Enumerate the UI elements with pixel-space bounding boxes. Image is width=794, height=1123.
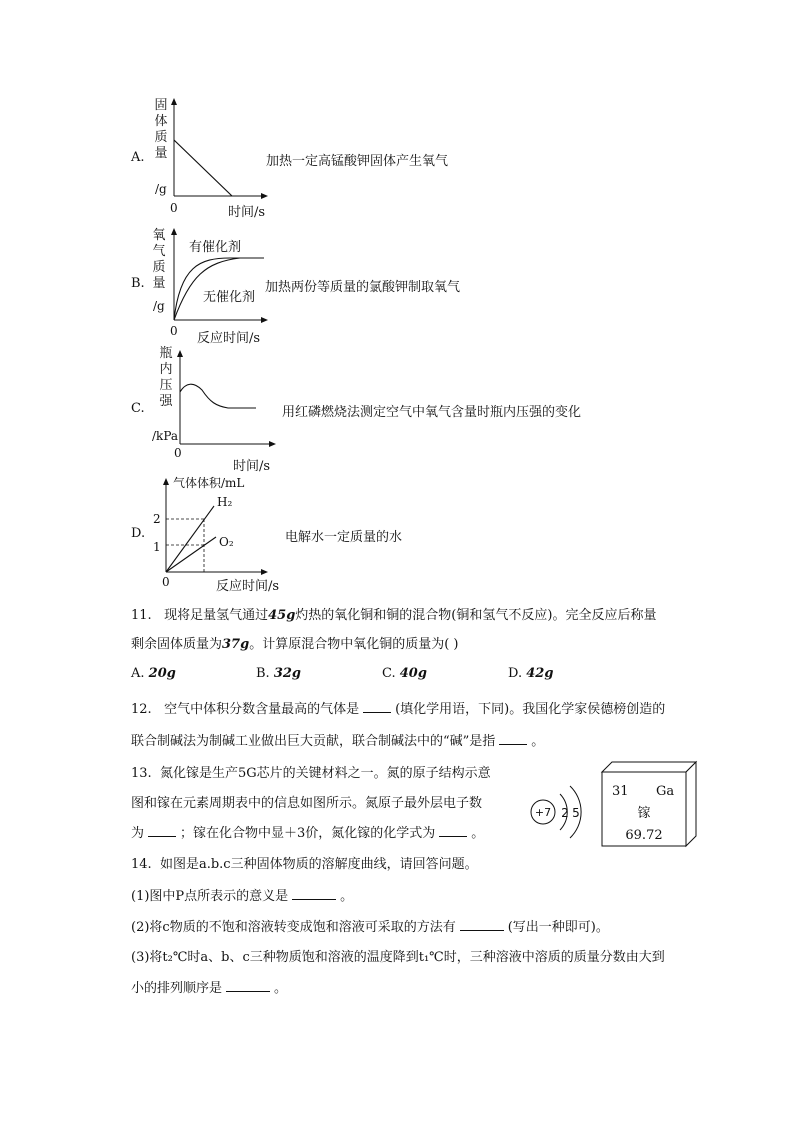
- q11-text-1b: 灼热的氧化铜和铜的混合物(铜和氢气不反应)。完全反应后称量: [295, 608, 657, 623]
- graph-c-ylabel: 瓶内压强: [159, 346, 173, 409]
- graph-a-desc: 加热一定高锰酸钾固体产生氧气: [266, 154, 449, 169]
- graph-d-h2-label: H₂: [217, 495, 233, 509]
- q11-option-d-value: 42g: [526, 666, 554, 681]
- cell-side-face: [686, 762, 696, 846]
- element-number: 31: [612, 784, 629, 799]
- graph-d-y-arrow: [163, 478, 169, 485]
- q12-line-2: [131, 730, 544, 749]
- q11-text-2b: 。计算原混合物中氧化铜的质量为( ): [249, 637, 459, 652]
- q14-part-3-text-2: 小的排列顺序是: [131, 981, 223, 996]
- q11-text-2a: 剩余固体质量为: [131, 637, 223, 652]
- q13-text-3c: 。: [471, 826, 485, 841]
- q12-blank-2[interactable]: [499, 744, 527, 745]
- graph-a-ylabel: 固体质量: [154, 98, 168, 161]
- q12-blank-1[interactable]: [363, 712, 391, 713]
- graph-c-y-arrow: [177, 350, 183, 357]
- option-b-label: B.: [131, 276, 145, 291]
- q14-part-2: [131, 916, 609, 935]
- q11-option-b-label: B.: [256, 666, 270, 681]
- q11-mass-1: 45g: [268, 608, 296, 623]
- q11-option-c[interactable]: [382, 666, 427, 681]
- graph-d-plot: [162, 476, 272, 576]
- q14-part-3-text-1: (3)将t₂℃时a、b、c三种物质饱和溶液的温度降到t₁℃时，三种溶液中溶质的质量分数由大到: [131, 950, 665, 965]
- graph-d-line-o2: [166, 537, 216, 572]
- graph-c-desc: 用红磷燃烧法测定空气中氧气含量时瓶内压强的变化: [282, 405, 582, 420]
- graph-b-y-arrow: [171, 228, 177, 235]
- q14-part-3-line-2: [131, 977, 287, 996]
- q11-option-d-label: D.: [508, 666, 523, 681]
- graph-a-xlabel: 时间/s: [228, 205, 266, 220]
- q11-option-c-label: C.: [382, 666, 396, 681]
- graph-d-tick-1: 1: [153, 540, 161, 554]
- q11-option-b[interactable]: [256, 666, 301, 681]
- q13-line-3: [131, 822, 484, 841]
- graph-b-desc: 加热两份等质量的氯酸钾制取氧气: [265, 280, 461, 295]
- q11-option-c-value: 40g: [399, 666, 427, 681]
- q11-number: 11.: [131, 608, 152, 623]
- q13-text-2: 图和镓在元素周期表中的信息如图所示。氮原子最外层电子数: [131, 796, 483, 811]
- q11-option-a-value: 20g: [148, 666, 176, 681]
- graph-b-origin: 0: [170, 324, 178, 338]
- q14-part-3-end: 。: [274, 981, 288, 996]
- q13-number: 13.: [131, 766, 152, 781]
- graph-d-o2-label: O₂: [219, 535, 234, 549]
- option-d-label: D.: [131, 526, 146, 541]
- q13-text-3b: ；镓在化合物中显＋3价，氮化镓的化学式为: [180, 826, 436, 841]
- option-a-label: A.: [131, 150, 145, 165]
- gallium-element-cell: [602, 762, 698, 850]
- q14-part-1-text: (1)图中P点所表示的意义是: [131, 889, 289, 904]
- graph-b-xlabel: 反应时间/s: [197, 331, 261, 346]
- graph-d-tick-2: 2: [153, 512, 161, 526]
- graph-d-ylabel: 气体体积/mL: [173, 476, 245, 490]
- q14-intro-text: 如图是a.b.c三种固体物质的溶解度曲线，请回答问题。: [159, 857, 478, 872]
- q12-text-2a: 联合制碱法为制碱工业做出巨大贡献，联合制碱法中的“碱”是指: [131, 734, 496, 749]
- q14-part-2-end: (写出一种即可)。: [507, 920, 609, 935]
- q14-part-3-line-1: [131, 946, 665, 965]
- q12-text-1a: 空气中体积分数含量最高的气体是: [164, 702, 360, 717]
- graph-c-xlabel: 时间/s: [233, 459, 271, 474]
- q14-number: 14.: [131, 857, 152, 872]
- element-mass: 69.72: [625, 828, 663, 843]
- atom-shell-1-count: 2: [561, 806, 569, 820]
- q11-line-1: [131, 604, 656, 623]
- graph-a-x-arrow: [261, 193, 268, 199]
- q12-text-2b: 。: [531, 734, 545, 749]
- q11-option-a[interactable]: [131, 666, 176, 681]
- graph-d-desc: 电解水一定质量的水: [285, 530, 403, 545]
- graph-c-origin: 0: [174, 446, 182, 460]
- q12-line-1: [131, 698, 665, 717]
- graph-b-curve1-label: 有催化剂: [189, 240, 242, 255]
- atom-nucleus-label: +7: [534, 806, 552, 819]
- graph-a-y-arrow: [171, 98, 177, 105]
- q11-line-2: [131, 633, 458, 652]
- graph-d-xlabel: 反应时间/s: [216, 579, 280, 594]
- graph-c-plot: [176, 348, 276, 448]
- graph-c-yunit: /kPa: [152, 429, 179, 443]
- q14-intro: [131, 853, 478, 872]
- q13-text-1: 氮化镓是生产5G芯片的关键材料之一。氮的原子结构示意: [159, 766, 491, 781]
- q14-blank-1[interactable]: [292, 899, 336, 900]
- q14-blank-3[interactable]: [226, 991, 270, 992]
- q14-blank-2[interactable]: [460, 930, 504, 931]
- graph-b-ylabel: 氧气质量: [152, 228, 166, 291]
- graph-c-curve: [180, 384, 256, 408]
- graph-a-yunit: /g: [155, 182, 167, 196]
- q12-text-1b: (填化学用语，下同)。我国化学家侯德榜创造的: [395, 702, 666, 717]
- option-c-label: C.: [131, 401, 145, 416]
- element-symbol: Ga: [656, 784, 675, 799]
- q14-part-1-end: 。: [340, 889, 354, 904]
- graph-c-x-arrow: [269, 441, 276, 447]
- graph-a-line: [174, 140, 232, 196]
- graph-d-line-h2: [166, 506, 214, 572]
- q13-line-1: [131, 762, 491, 781]
- q11-text-1a: 现将足量氢气通过: [164, 608, 269, 623]
- element-name: 镓: [637, 806, 651, 821]
- q13-line-2: [131, 792, 482, 811]
- q14-part-2-text: (2)将c物质的不饱和溶液转变成饱和溶液可采取的方法有: [131, 920, 456, 935]
- nitrogen-atom-diagram: [528, 778, 598, 848]
- q13-blank-1[interactable]: [148, 836, 176, 837]
- q11-option-a-label: A.: [131, 666, 145, 681]
- q11-option-b-value: 32g: [273, 666, 302, 681]
- graph-b-yunit: /g: [153, 299, 165, 313]
- q13-blank-2[interactable]: [439, 836, 467, 837]
- graph-d-origin: 0: [162, 575, 170, 589]
- graph-b-x-arrow: [261, 317, 268, 323]
- q11-option-d[interactable]: [508, 666, 553, 681]
- cell-top-face: [602, 762, 696, 772]
- q11-mass-2: 37g: [222, 637, 250, 652]
- graph-a-origin: 0: [170, 201, 178, 215]
- q12-number: 12.: [131, 702, 152, 717]
- q13-text-3a: 为: [131, 826, 145, 841]
- graph-a-plot: [170, 96, 270, 206]
- graph-b-curve2-label: 无催化剂: [203, 290, 256, 305]
- q14-part-1: [131, 885, 353, 904]
- atom-shell-2-count: 5: [572, 806, 580, 820]
